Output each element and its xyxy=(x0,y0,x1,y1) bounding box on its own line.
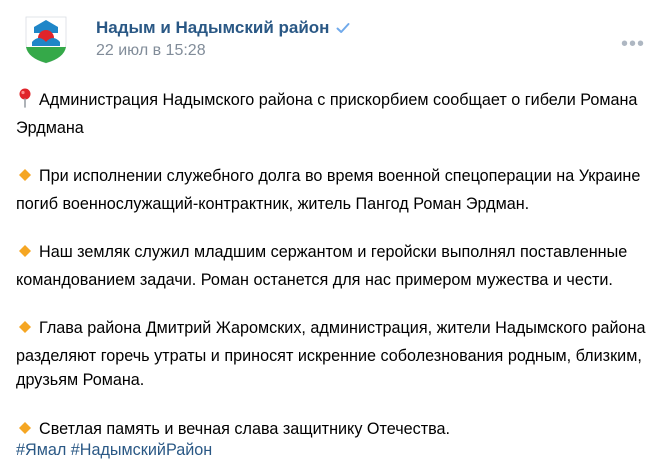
paragraph-text: Светлая память и вечная слава защитнику Отечества. xyxy=(39,419,451,438)
post-date[interactable]: 22 июл в 15:28 xyxy=(96,42,206,59)
community-avatar[interactable] xyxy=(20,13,72,65)
paragraph-text: Наш земляк служил младшим сержантом и геройски выполнял поставленные командованием задачи. Роман останется для нас примером мужества и чести. xyxy=(16,243,628,289)
post-text xyxy=(16,88,656,468)
orange-diamond-icon xyxy=(16,242,36,268)
community-name-label[interactable]: Надым и Надымский район xyxy=(96,18,330,37)
orange-diamond-icon xyxy=(16,166,36,192)
more-options-button[interactable] xyxy=(621,34,645,54)
paragraph xyxy=(16,164,656,216)
paragraph xyxy=(16,240,656,292)
hashtag-link[interactable]: #НадымскийРайон xyxy=(70,441,213,459)
paragraph-text: Глава района Дмитрий Жаромских, администрация, жители Надымского района разделяют горечь утраты и приносят искренние соболезнования родным, близким, друзьям Романа. xyxy=(16,319,646,389)
hashtag-link[interactable]: #Ямал xyxy=(16,441,67,459)
paragraph xyxy=(16,316,656,393)
paragraph-text: При исполнении служебного долга во время военной спецоперации на Украине погиб военнослужащий-контрактник, житель Пангод Роман Эрдман. xyxy=(16,167,641,213)
community-name[interactable] xyxy=(96,18,351,38)
orange-diamond-icon xyxy=(16,318,36,344)
coat-of-arms-icon xyxy=(20,13,72,65)
paragraph xyxy=(16,88,656,140)
paragraph-text: Администрация Надымского района с прискорбием сообщает о гибели Романа Эрдмана xyxy=(16,91,638,137)
more-horizontal-icon: ••• xyxy=(620,33,645,55)
pushpin-icon xyxy=(16,88,36,116)
hashtags xyxy=(16,441,212,460)
verified-check-icon xyxy=(335,20,351,36)
paragraph xyxy=(16,417,656,445)
